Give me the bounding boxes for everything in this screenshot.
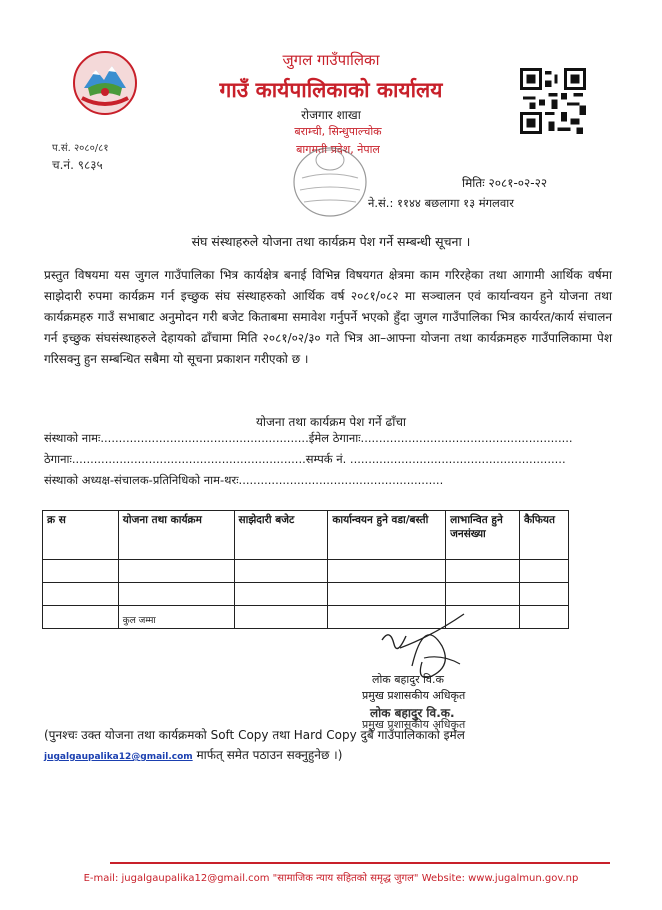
footer-contact: E-mail: jugalgaupalika12@gmail.com "सामाजिक न्याय सहितको समृद्ध जुगल" Website: www.jugalmun.gov.np	[83, 873, 579, 884]
letter-date	[462, 174, 547, 191]
signatory-name: लोक बहादुर वि.क	[372, 673, 444, 686]
notice-body: प्रस्तुत विषयमा यस जुगल गाउँपालिका भित्र कार्यक्षेत्र बनाई विभिन्न विषयगत क्षेत्रमा काम गरिरहेका तथा आगामी आर्थिक वर्षमा साझेदारी रुपमा कार्यक्रम गर्न इच्छुक संघ संस्थाहरुको आर्थिक वर्ष २०८१/०८२ मा सञ्चालन एवं कार्यान्वयन हुने योजना तथा कार्यक्रमहरु गाउँ सभाबाट अनुमोदन गरी बजेट किताबमा समावेश गर्नुपर्ने भएको हुँदा जुगल गाउँपालिका भित्र कार्यरत/कार्य संचालन गर्न इच्छुक संघसंस्थाहरुले देहायको ढाँचामा मिति २०८१/०२/३० गते भित्र आ–आफ्ना योजना तथा कार्यक्रमहरु गाउँपालिकामा पेश गरिसक्नु हुन सम्बन्धित सबैमा यो सूचना प्रकाशन गरीएको छ ।	[44, 268, 612, 366]
header-beneficiaries: लाभान्वित हुने जनसंख्या	[446, 511, 520, 560]
address-line-1: बराम्ची, सिन्धुपाल्चोक	[294, 125, 382, 138]
form-line-1	[44, 431, 573, 446]
header-budget: साझेदारी बजेट	[234, 511, 328, 560]
header-ward: कार्यान्वयन हुने वडा/बस्ती	[328, 511, 446, 560]
notice-subject: संघ संस्थाहरुले योजना तथा कार्यक्रम पेश गर्ने सम्बन्धी सूचना ।	[191, 234, 471, 249]
municipality-name: जुगल गाउँपालिका	[282, 51, 380, 69]
stamp-name: लोक बहादुर वि.क.	[370, 706, 455, 720]
header-serial: क्र स	[43, 511, 119, 560]
postscript-note	[44, 725, 612, 767]
table-row	[43, 560, 569, 583]
form-line-2	[44, 452, 566, 467]
table-row-total	[43, 606, 569, 629]
representative-name-field: संस्थाको अध्यक्ष-संचालक-प्रतिनिधिको नाम-थरः........................................................	[44, 473, 444, 487]
office-name: गाउँ कार्यपालिकाको कार्यालय	[219, 78, 443, 102]
form-title: योजना तथा कार्यक्रम पेश गर्ने ढाँचा	[255, 415, 407, 429]
table-header-row	[43, 511, 569, 560]
program-submission-table	[42, 510, 569, 629]
address-field: ठेगानाः................................................................	[44, 452, 306, 466]
total-label: कुल जम्मा	[118, 606, 234, 629]
fiscal-year-ref: प.सं. २०८०/८१	[52, 143, 109, 154]
note-text-end: मार्फत् समेत पठाउन सक्नुहुनेछ ।)	[196, 748, 343, 762]
email-link[interactable]: jugalgaupalika12@gmail.com	[44, 752, 193, 762]
qr-code-icon	[520, 68, 586, 134]
signatory-title: प्रमुख प्रशासकीय अधिकृत	[362, 689, 466, 702]
date-value: २०८१-०२-२२	[488, 176, 548, 190]
header-remarks: कैफियत	[519, 511, 568, 560]
stamp-title: प्रमुख प्रशासकीय अधिकृत	[362, 718, 466, 731]
email-address-field: ईमेल ठेगानाः..........................................................	[308, 431, 573, 445]
date-label: मितिः	[462, 176, 485, 190]
nepal-samvat-date: ने.सं.: ११४४ बछलागा १३ मंगलवार	[368, 196, 514, 210]
table-row	[43, 583, 569, 606]
header-program: योजना तथा कार्यक्रम	[118, 511, 234, 560]
section-name: रोजगार शाखा	[301, 108, 361, 122]
contact-number-field: सम्पर्क नं. ...........................................................	[305, 452, 566, 466]
note-text: (पुनश्चः उक्त योजना तथा कार्यक्रमको Soft Copy तथा Hard Copy दुबै गाउँपालिकाको इमेल	[44, 728, 465, 742]
footer-divider	[110, 862, 610, 864]
organization-name-field: संस्थाको नामः.........................................................	[44, 431, 309, 445]
dispatch-number: च.नं. ९८३५	[52, 158, 103, 172]
office-seal-stamp	[290, 142, 370, 220]
address-line-2: बागमती प्रदेश, नेपाल	[296, 143, 380, 156]
